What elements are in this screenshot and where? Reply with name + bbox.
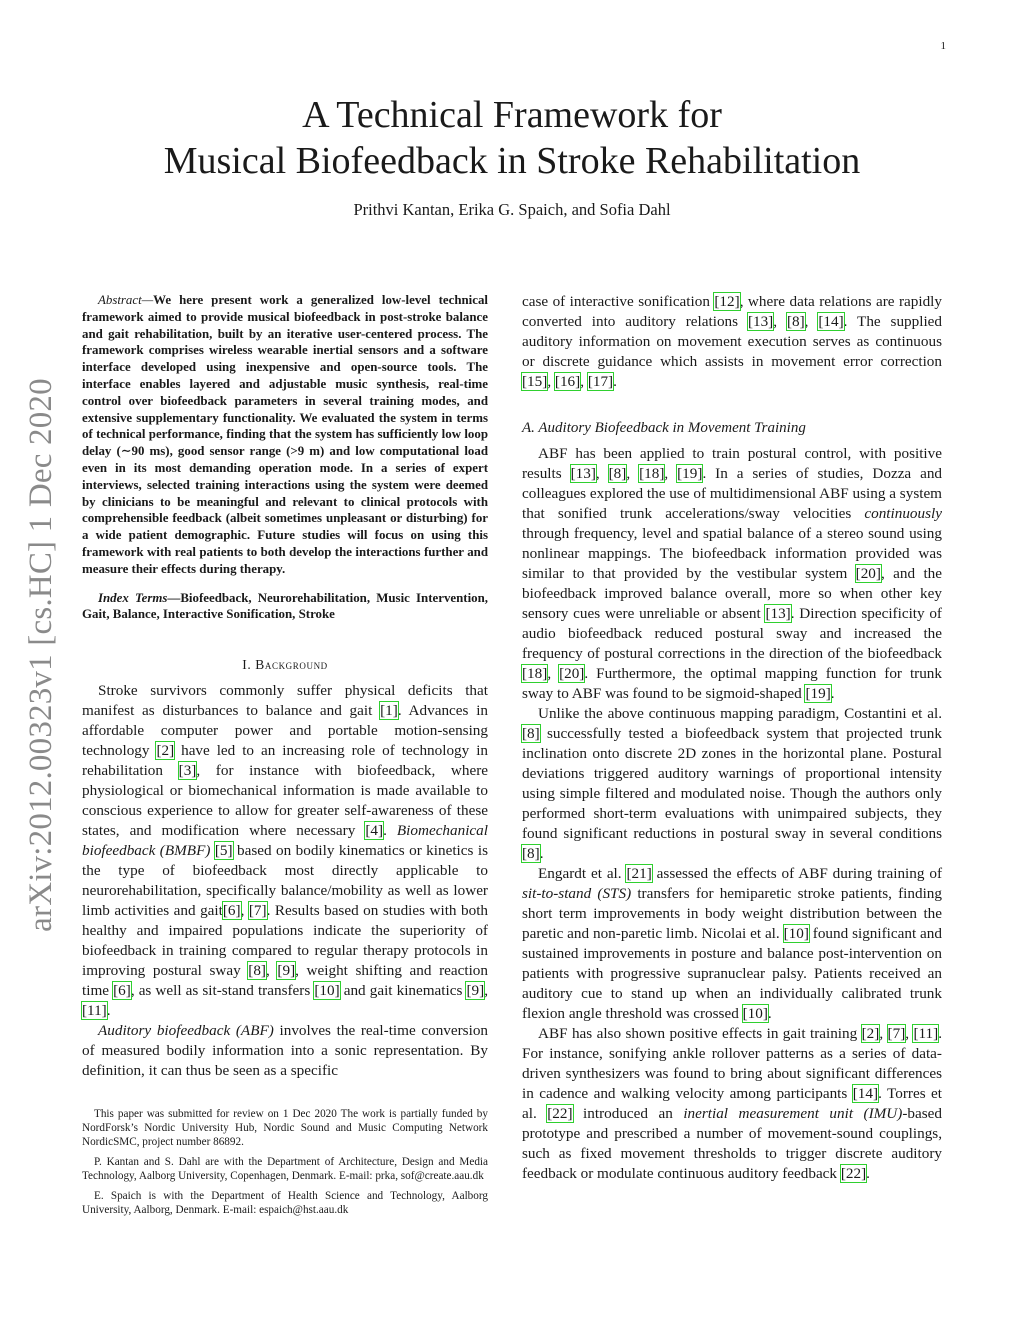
paragraph-text: Stroke survivors commonly suffer physical deficits that manifest as disturbances to balance and gait — [82, 682, 488, 720]
citation-link[interactable]: [4] — [365, 822, 384, 840]
paragraph-text: . Torres et al. — [522, 1085, 942, 1122]
citation-link[interactable]: [22] — [547, 1105, 573, 1122]
paragraph-text: , — [664, 465, 678, 482]
citation-link[interactable]: [9] — [277, 962, 296, 980]
citation-link[interactable]: [18] — [522, 665, 548, 682]
paragraph-text: through frequency, level and spatial balance of a stereo sound using nonlinear mappings. The biofeedback information provided was similar to that provided by the vestibular system — [522, 525, 942, 582]
citation-link[interactable]: [10] — [783, 925, 809, 942]
emphasized-term: sit-to-stand (STS) — [522, 885, 632, 902]
abf-paragraph-3 — [522, 864, 942, 1024]
paragraph-text: , — [595, 465, 609, 482]
paragraph-text: , — [266, 962, 278, 980]
left-column — [82, 292, 488, 1223]
citation-link[interactable]: [10] — [314, 982, 340, 1000]
paragraph-text: , — [580, 373, 588, 390]
citation-link[interactable]: [8] — [248, 962, 266, 980]
paragraph-text: based on bodily kinematics or kinetics is the type of biofeedback most directly applicable to neurorehabilitation, specifically balance/mobility as well as lower limb activities and gait — [82, 842, 488, 920]
paragraph-text: have led to an increasing role of technology in rehabilitation — [82, 742, 489, 780]
citation-link[interactable]: [6] — [222, 902, 241, 920]
paragraph-text: . Advances in affordable computer power and portable motion-sensing technology — [82, 702, 489, 760]
paragraph-text: case of interactive sonification — [522, 293, 715, 310]
abf-paragraph-1 — [522, 444, 942, 704]
citation-link[interactable]: [8] — [522, 845, 540, 862]
paragraph-text: , and the biofeedback improved balance overall, more so when other key sensory cues were unreliable or absent — [522, 565, 942, 622]
background-paragraph-2 — [82, 1021, 488, 1081]
paragraph-text: . — [613, 373, 617, 390]
paragraph-text: . — [383, 822, 397, 840]
citation-link[interactable]: [11] — [82, 1002, 107, 1020]
citation-link[interactable]: [14] — [818, 313, 844, 330]
paragraph-text: , as well as sit-stand transfers — [130, 982, 315, 1000]
authors: Prithvi Kantan, Erika G. Spaich, and Sofia Dahl — [353, 200, 671, 219]
citation-link[interactable]: [10] — [742, 1005, 768, 1022]
citation-link[interactable]: [13] — [570, 465, 596, 482]
paragraph-text: , — [484, 982, 488, 1000]
citation-link[interactable]: [8] — [608, 465, 627, 482]
citation-link[interactable]: [18] — [639, 465, 665, 482]
footnote-funding: This paper was submitted for review on 1 Dec 2020 The work is partially funded by NordForsk’s Nordic University Hub, Nordic Sound and Music Computing Network NordicSMC, project number 86892. — [82, 1108, 488, 1149]
citation-link[interactable]: [8] — [522, 725, 540, 742]
paragraph-text: , — [879, 1025, 888, 1042]
paragraph-text: . — [830, 685, 835, 702]
background-paragraph-3 — [522, 292, 942, 392]
citation-link[interactable]: [13] — [765, 605, 791, 622]
abstract — [82, 292, 488, 578]
paragraph-text: assessed the effects of ABF during training of — [651, 865, 942, 882]
paragraph-text: . For instance, sonifying ankle rollover patterns as a series of data-driven synthesizers was found to bring about significant differences in cadence and walking velocity among participants — [522, 1025, 943, 1102]
paragraph-text: , — [804, 313, 819, 330]
citation-link[interactable]: [7] — [887, 1025, 906, 1042]
paragraph-text: . In a series of studies, Dozza and colleagues explored the use of multidimensional ABF using a system that sonified trunk accelerations/sway velocities — [522, 465, 943, 522]
citation-link[interactable]: [19] — [805, 685, 831, 702]
emphasized-term: inertial measurement unit (IMU) — [683, 1105, 903, 1122]
index-terms-label: Index Terms— — [98, 590, 181, 605]
emphasized-term: continuously — [864, 505, 942, 522]
index-terms — [82, 590, 488, 624]
arxiv-stamp-text: arXiv:2012.00323v1 [cs.HC] 1 Dec 2020 — [23, 378, 59, 932]
paragraph-text: Engardt et al. — [538, 865, 627, 882]
page-number: 1 — [940, 40, 946, 52]
paragraph-text: transfers for hemiparetic stroke patients, finding short term improvements in body weight distribution between the paretic and non-paretic limb. Nicolai et al. — [522, 885, 942, 942]
citation-link[interactable]: [5] — [214, 842, 233, 860]
citation-link[interactable]: [16] — [554, 373, 581, 390]
paragraph-text: successfully tested a biofeedback system that projected trunk inclination onto discrete 2D zones in the horizontal plane. Postural deviations triggered auditory warnings of proportional intensity using simple filtered and modulated noise. Though the authors only performed short-term evaluations with unimpaired subjects, they found significant reductions in postural sway in several conditions — [522, 725, 942, 842]
citation-link[interactable]: [12] — [714, 293, 740, 310]
right-column — [522, 292, 942, 1184]
paragraph-text: ABF has also shown positive effects in gait training — [538, 1025, 862, 1042]
citation-link[interactable]: [15] — [522, 373, 548, 390]
footnotes — [82, 1107, 488, 1217]
footnote-affiliation-1: P. Kantan and S. Dahl are with the Department of Architecture, Design and Media Technology, Aalborg University, Copenhagen, Denmark. E-mail: prka, sof@create.aau.dk — [82, 1156, 488, 1183]
section-heading-background: I. Background — [242, 657, 328, 673]
paragraph-text: -based prototype and prescribed a number of movement-sound couplings, such as fixed movement thresholds to trigger discrete auditory feedback or modulate continuous auditory feedback — [522, 1105, 942, 1182]
background-paragraph-1 — [82, 681, 488, 1021]
citation-link[interactable]: [22] — [840, 1165, 867, 1182]
paragraph-text: . Direction specificity of audio biofeedback reduced postural sway and increased the frequency of postural corrections in the direction of the biofeedback — [522, 605, 942, 662]
paragraph-text: . — [539, 845, 544, 862]
citation-link[interactable]: [13] — [747, 313, 774, 330]
citation-link[interactable]: [9] — [466, 982, 485, 1000]
citation-link[interactable]: [3] — [178, 762, 197, 780]
paragraph-text: , — [626, 465, 640, 482]
citation-link[interactable]: [6] — [113, 982, 131, 1000]
citation-link[interactable]: [2] — [861, 1025, 880, 1042]
abf-paragraph-4 — [522, 1024, 942, 1184]
paragraph-text: and gait kinematics — [339, 982, 467, 1000]
paragraph-text: . — [106, 1002, 111, 1020]
citation-link[interactable]: [17] — [587, 373, 614, 390]
footnote-affiliation-2: E. Spaich is with the Department of Health Science and Technology, Aalborg University, Aalborg, Denmark. E-mail: espaich@hst.aau.dk — [82, 1190, 488, 1217]
citation-link[interactable]: [7] — [248, 902, 267, 920]
citation-link[interactable]: [20] — [559, 665, 585, 682]
paragraph-text: , where data relations are rapidly converted into auditory relations — [522, 293, 942, 330]
paragraph-text: . Furthermore, the optimal mapping function for trunk sway to ABF was found to be sigmoid-shaped — [522, 665, 942, 702]
paper-title-line-1: A Technical Framework for — [302, 94, 722, 136]
paragraph-text: Unlike the above continuous mapping paradigm, Costantini et al. — [538, 705, 942, 722]
paragraph-text: introduced an — [572, 1105, 684, 1122]
paragraph-text: . — [866, 1165, 870, 1182]
citation-link[interactable]: [19] — [677, 465, 703, 482]
paragraph-text: found significant and sustained improvements in posture and balance post-intervention on patients with progressive supranuclear palsy. Patients received an auditory cue to stand up when an individually calibrated trunk flexion angle threshold was crossed — [522, 925, 942, 1022]
citation-link[interactable]: [8] — [786, 313, 805, 330]
arxiv-stamp — [22, 355, 60, 955]
paragraph-text: . The supplied auditory information on movement execution serves as continuous or discrete guidance which assists in movement error correction — [522, 313, 943, 370]
paragraph-text: . — [767, 1005, 772, 1022]
index-terms-text: Biofeedback, Neurorehabilitation, Music Intervention, Gait, Balance, Interactive Sonification, Stroke — [82, 590, 488, 622]
abstract-text: We here present work a generalized low-level technical framework aimed to provide musical biofeedback in post-stroke balance and gait rehabilitation, built by an iterative user-centered process. The framework comprises wireless wearable inertial sensors and a software interface developed using inexpensive and open-source tools. The interface enables layered and adjustable music synthesis, real-time control over biofeedback parameters in several training modes, and extensive supplementary functionality. We evaluated the system in terms of technical performance, finding that the system has sufficiently low loop delay (∼90 ms), good sensor range (>9 m) and low computational load even in its most demanding operation mode. In a series of expert interviews, selected training interactions using the system were deemed by clinicians to be meaningful and relevant to clinical protocols with comprehensible feedback (albeit sometimes unpleasant or disturbing) for a wide patient demographic. Future studies will focus on using this framework with real patients to both develop the interactions further and measure their effects during therapy. — [82, 293, 488, 576]
emphasized-term: Biomechanical biofeedback (BMBF) — [82, 822, 488, 860]
citation-link[interactable]: [1] — [380, 702, 398, 720]
citation-link[interactable]: [11] — [913, 1025, 939, 1042]
title-block — [0, 92, 1024, 220]
paper-title-line-2: Musical Biofeedback in Stroke Rehabilitation — [163, 140, 861, 182]
paragraph-text: , — [905, 1025, 914, 1042]
citation-link[interactable]: [14] — [852, 1085, 879, 1102]
abstract-label: Abstract— — [98, 293, 154, 307]
paragraph-text: , — [773, 313, 787, 330]
paragraph-text: , — [240, 902, 249, 920]
paragraph-text: , weight shifting and reaction time — [82, 962, 488, 1000]
paragraph-text: involves the real-time conversion of measured bodily information into a sonic representation. By definition, it can thus be seen as a specific — [82, 1022, 489, 1080]
paragraph-text: ABF has been applied to train postural control, with positive results — [522, 445, 942, 482]
citation-link[interactable]: [2] — [156, 742, 175, 760]
subsection-heading-abf: A. Auditory Biofeedback in Movement Training — [522, 420, 806, 436]
paragraph-text: , for instance with biofeedback, where physiological or biomechanical information is made available to conscious experience to allow for greater self-awareness of these states, and modification where necessary — [82, 762, 489, 840]
citation-link[interactable]: [21] — [626, 865, 652, 882]
citation-link[interactable]: [20] — [855, 565, 881, 582]
emphasized-term: Auditory biofeedback (ABF) — [98, 1022, 274, 1040]
paragraph-text: , — [547, 373, 555, 390]
abf-paragraph-2 — [522, 704, 942, 864]
paragraph-text: . Results based on studies with both healthy and impaired populations indicate the superiority of biofeedback in training compared to regular therapy protocols in improving postural sway — [82, 902, 489, 980]
paragraph-text: , — [547, 665, 560, 682]
